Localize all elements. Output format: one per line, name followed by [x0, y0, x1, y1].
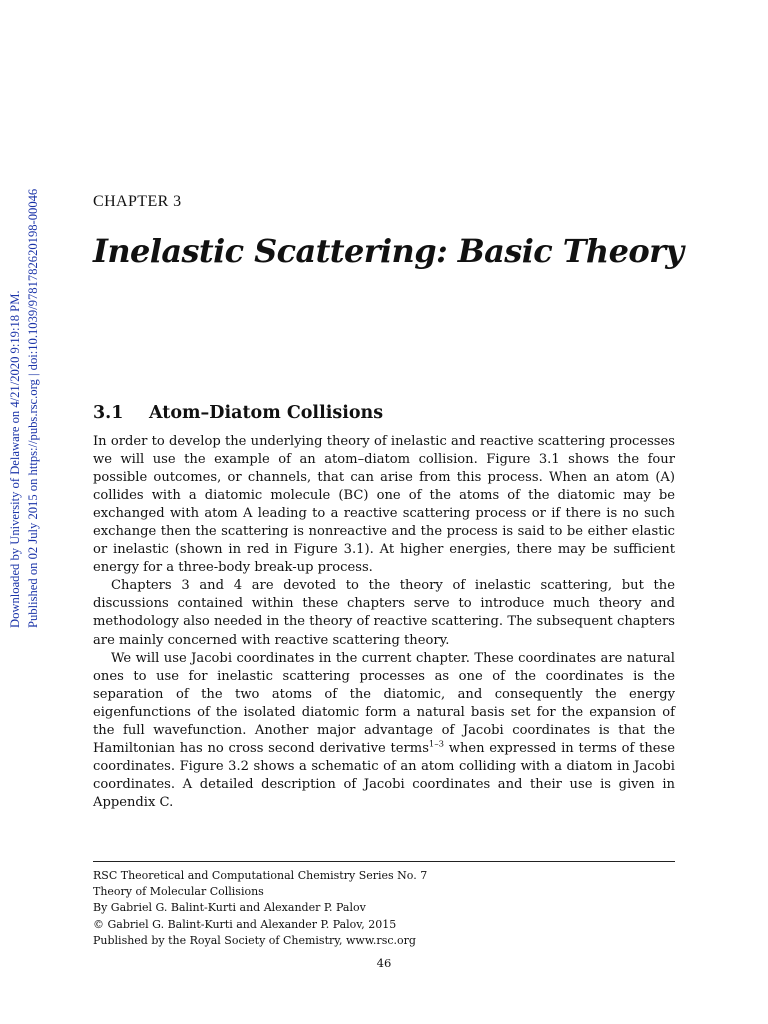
- download-watermark: [6, 188, 46, 628]
- body-text: [93, 433, 675, 812]
- section-heading: [93, 401, 383, 425]
- chapter-title: Inelastic Scattering: Basic Theory: [93, 232, 684, 270]
- paragraph-1: In order to develop the underlying theory of inelastic and reactive scattering processes we will use the example of an atom–diatom collision. Figure 3.1 shows the four possible outcomes, or channels, that can arise from this process. When an atom (A) collides with a diatomic molecule (BC) one of the atoms of the diatomic may be exchanged with atom A leading to a reactive scattering process or if there is no such exchange then the scattering is nonreactive and the process is said to be either elastic or inelastic (shown in red in Figure 3.1). At higher energies, there may be sufficient energy for a three-body break-up process.: [93, 434, 675, 576]
- download-watermark-text: [6, 188, 46, 628]
- publisher-line: Published by the Royal Society of Chemistry, www.rsc.org: [93, 933, 416, 947]
- paragraph-3-part-a: We will use Jacobi coordinates in the current chapter. These coordinates are natural ones to use for inelastic scattering processes as one of the coordinates is the separation of the two atoms of the diatomic, and consequently the energy eigenfunctions of the isolated diatomic form a natural basis set for the expansion of the full wavefunction. Another major advantage of Jacobi coordinates is that the Hamiltonian has no cross second derivative terms: [93, 650, 675, 756]
- chapter-label: CHAPTER 3: [93, 193, 182, 210]
- citation-reference: 1–3: [428, 739, 444, 750]
- publish-doi-note: Published on 02 July 2015 on https://pubs.rsc.org | doi:10.1039/9781782620198-00046: [26, 188, 40, 628]
- authors-line: By Gabriel G. Balint-Kurti and Alexander P. Palov: [93, 901, 366, 915]
- paragraph-3: [93, 650, 675, 812]
- download-note: Downloaded by University of Delaware on 4/21/2020 9:19:18 PM.: [8, 290, 22, 628]
- footnote-divider: [93, 861, 675, 862]
- book-title-line: Theory of Molecular Collisions: [93, 885, 264, 899]
- section-title: Atom–Diatom Collisions: [149, 403, 384, 423]
- publication-footnote: [93, 868, 675, 949]
- copyright-line: © Gabriel G. Balint-Kurti and Alexander P. Palov, 2015: [93, 917, 397, 931]
- series-line: RSC Theoretical and Computational Chemistry Series No. 7: [93, 869, 428, 882]
- section-number: 3.1: [93, 403, 124, 423]
- paragraph-3-part-b: when expressed in terms of these coordinates. Figure 3.2 shows a schematic of an atom colliding with a diatom in Jacobi coordinates. A detailed description of Jacobi coordinates and their use is given in Appendix C.: [93, 740, 676, 810]
- page-number: 46: [376, 956, 392, 970]
- paragraph-2: Chapters 3 and 4 are devoted to the theory of inelastic scattering, but the discussions contained within these chapters serve to introduce much theory and methodology also needed in the theory of reactive scattering. The subsequent chapters are mainly concerned with reactive scattering theory.: [93, 578, 675, 648]
